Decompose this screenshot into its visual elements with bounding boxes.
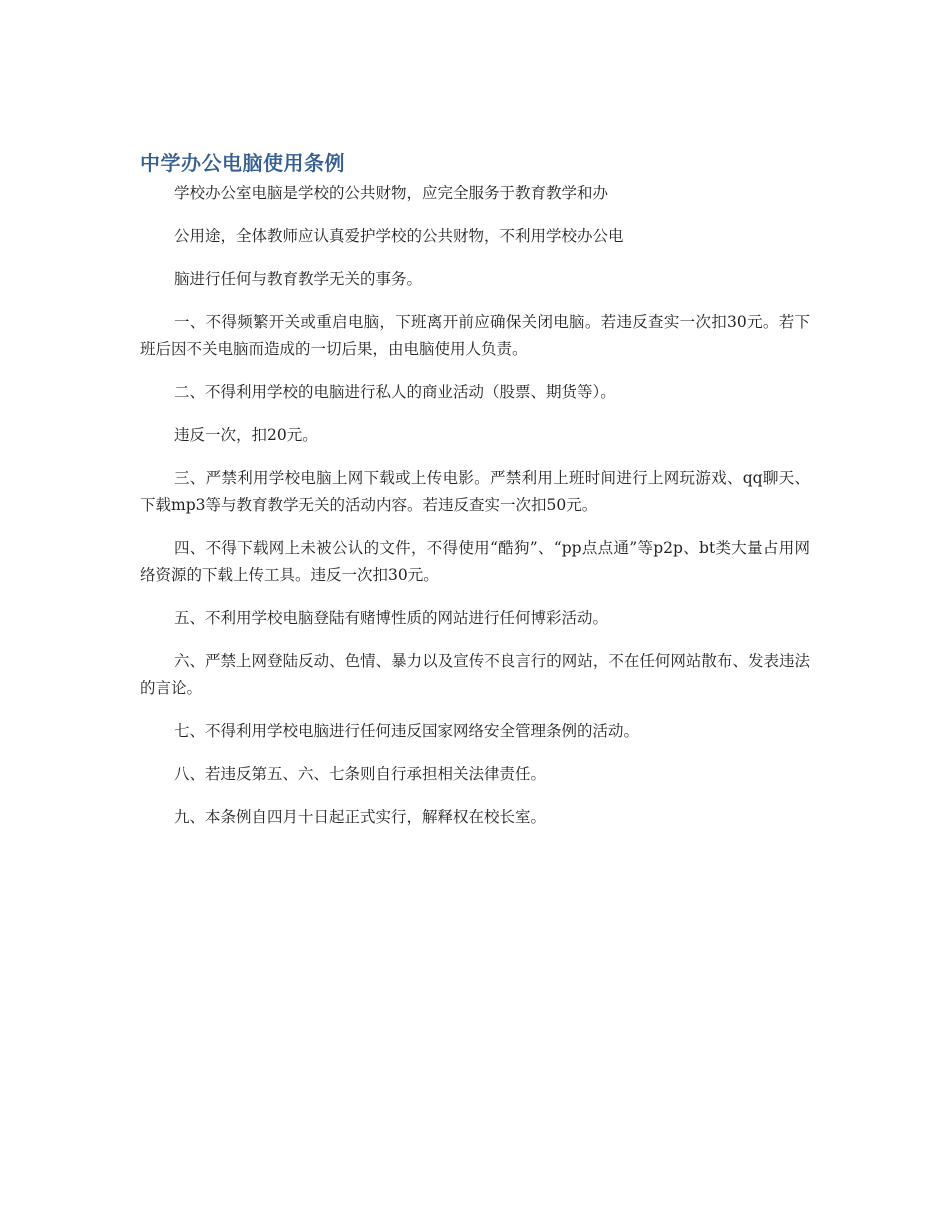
paragraph-intro-2: 公用途，全体教师应认真爱护学校的公共财物，不利用学校办公电	[174, 227, 624, 245]
rule-3: 三、严禁利用学校电脑上网下载或上传电影。严禁利用上班时间进行上网玩游戏、qq聊天、下载mp3等与教育教学无关的活动内容。若违反查实一次扣50元。	[140, 469, 810, 514]
document-content	[140, 148, 810, 847]
rule-8: 八、若违反第五、六、七条则自行承担相关法律责任。	[174, 765, 547, 783]
rule-6: 六、严禁上网登陆反动、色情、暴力以及宣传不良言行的网站，不在任何网站散布、发表违法的言论。	[140, 652, 810, 697]
rule-9: 九、本条例自四月十日起正式实行，解释权在校长室。	[174, 808, 547, 826]
paragraph-intro-3: 脑进行任何与教育教学无关的事务。	[174, 270, 423, 288]
rule-5: 五、不利用学校电脑登陆有赌博性质的网站进行任何博彩活动。	[174, 609, 609, 627]
rule-1: 一、不得频繁开关或重启电脑，下班离开前应确保关闭电脑。若违反查实一次扣30元。若下班后因不关电脑而造成的一切后果，由电脑使用人负责。	[140, 313, 810, 358]
document-title: 中学办公电脑使用条例	[140, 151, 345, 175]
rule-7: 七、不得利用学校电脑进行任何违反国家网络安全管理条例的活动。	[174, 722, 640, 740]
rule-4: 四、不得下载网上未被公认的文件，不得使用“酷狗”、“pp点点通”等p2p、bt类大量占用网络资源的下载上传工具。违反一次扣30元。	[140, 539, 810, 584]
rule-2: 二、不得利用学校的电脑进行私人的商业活动（股票、期货等）。	[174, 383, 616, 401]
rule-2-penalty: 违反一次，扣20元。	[174, 426, 318, 444]
paragraph-intro-1: 学校办公室电脑是学校的公共财物，应完全服务于教育教学和办	[174, 184, 609, 202]
